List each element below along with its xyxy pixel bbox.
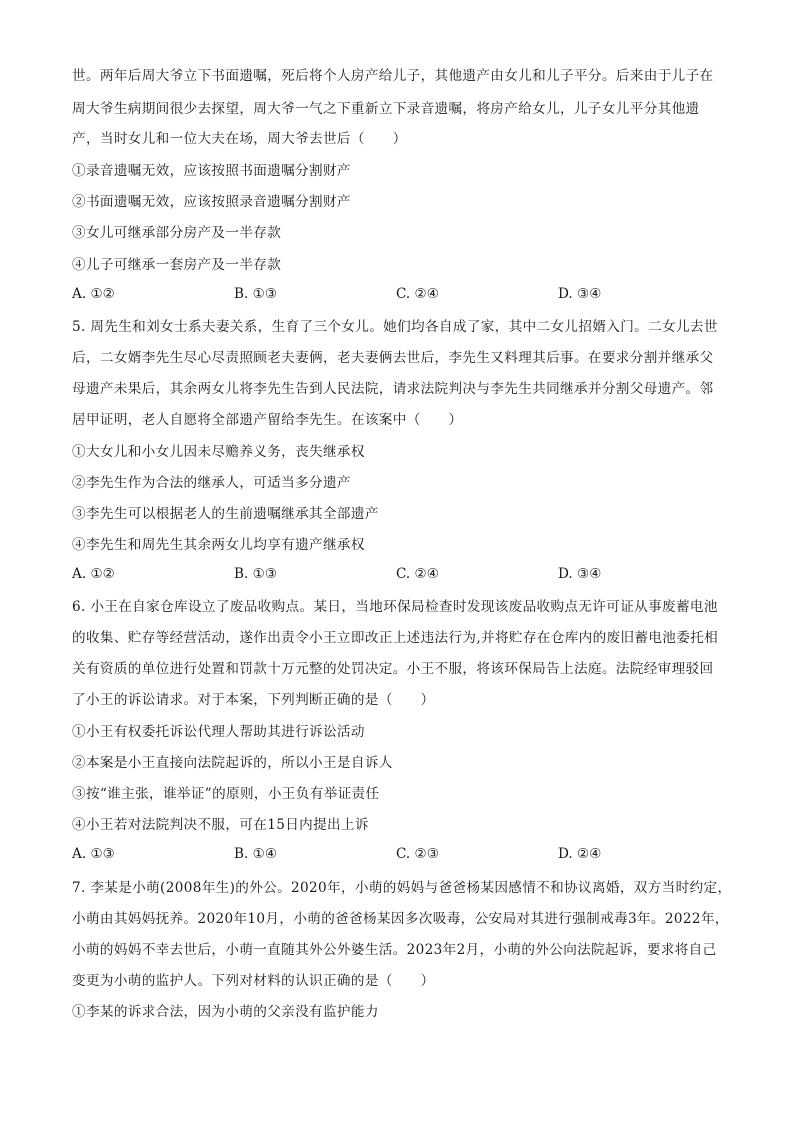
q4-stem-line: 世。两年后周大爷立下书面遗嘱，死后将个人房产给儿子，其他遗产由女儿和儿子平分。后来由于儿子在 [72, 68, 714, 84]
q6-stem-line: 的收集、贮存等经营活动，遂作出责令小王立即改正上述违法行为,并将贮存在仓库内的废旧蓄电池委托相 [72, 630, 719, 646]
q5-statement: ①大女儿和小女儿因未尽赡养义务，丧失继承权 [72, 444, 365, 460]
q6-statement: ①小王有权委托诉讼代理人帮助其进行诉讼活动 [72, 724, 365, 740]
q7-stem-line: 7. 李某是小萌(2008年生)的外公。2020年，小萌的妈妈与爸爸杨某因感情不和协议离婚，双方当时约定， [72, 880, 732, 896]
option-c: C. ②④ [396, 286, 439, 302]
q6-options [72, 846, 712, 866]
option-d: D. ②④ [558, 846, 602, 862]
q5-statement: ④李先生和周先生其余两女儿均享有遗产继承权 [72, 537, 365, 553]
q4-statement: ④儿子可继承一套房产及一半存款 [72, 257, 282, 273]
q4-statement: ③女儿可继承部分房产及一半存款 [72, 225, 282, 241]
q5-statement: ③李先生可以根据老人的生前遗嘱继承其全部遗产 [72, 506, 379, 522]
option-c: C. ②③ [396, 846, 439, 862]
option-c: C. ②④ [396, 566, 439, 582]
q7-stem-line: 小萌由其妈妈抚养。2020年10月，小萌的爸爸杨某因多次吸毒，公安局对其进行强制戒毒3年。2022年， [72, 911, 729, 927]
option-b: B. ①③ [234, 566, 278, 582]
q4-stem-line: 周大爷生病期间很少去探望，周大爷一气之下重新立下录音遗嘱，将房产给女儿，儿子女儿平分其他遗 [72, 101, 700, 117]
q5-stem-line: 后，二女婿李先生尽心尽责照顾老夫妻俩，老夫妻俩去世后，李先生又料理其后事。在要求分割并继承父 [72, 350, 714, 366]
q6-statement: ③按“谁主张，谁举证”的原则，小王负有举证责任 [72, 786, 380, 802]
q4-statement: ①录音遗嘱无效，应该按照书面遗嘱分割财产 [72, 163, 351, 179]
option-b: B. ①④ [234, 846, 278, 862]
q4-options [72, 286, 712, 306]
option-a: A. ①② [72, 286, 115, 302]
q5-stem-line: 居甲证明，老人自愿将全部遗产留给李先生。在该案中（ ） [72, 412, 463, 428]
q6-statement: ④小王若对法院判决不服，可在15日内提出上诉 [72, 817, 369, 833]
q7-stem-line: 小萌的妈妈不幸去世后，小萌一直随其外公外婆生活。2023年2月，小萌的外公向法院起诉，要求将自己 [72, 942, 717, 958]
q5-options [72, 566, 712, 586]
q6-statement: ②本案是小王直接向法院起诉的，所以小王是自诉人 [72, 755, 393, 771]
q5-stem-line: 母遗产未果后，其余两女儿将李先生告到人民法院，请求法院判决与李先生共同继承并分割父母遗产。邻 [72, 381, 714, 397]
q4-stem-line: 产，当时女儿和一位大夫在场，周大爷去世后（ ） [72, 131, 407, 147]
q5-stem-line: 5. 周先生和刘女士系夫妻关系，生育了三个女儿。她们均各自成了家，其中二女儿招婿入门。二女儿去世 [72, 319, 718, 335]
option-a: A. ①② [72, 566, 115, 582]
option-d: D. ③④ [558, 566, 602, 582]
option-a: A. ①③ [72, 846, 115, 862]
q7-stem-line: 变更为小萌的监护人。下列对材料的认识正确的是（ ） [72, 973, 435, 989]
option-b: B. ①③ [234, 286, 278, 302]
q6-stem-line: 6. 小王在自家仓库设立了废品收购点。某日，当地环保局检查时发现该废品收购点无许可证从事废蓄电池 [72, 599, 718, 615]
q6-stem-line: 了小王的诉讼请求。对于本案，下列判断正确的是（ ） [72, 692, 435, 708]
q4-statement: ②书面遗嘱无效，应该按照录音遗嘱分割财产 [72, 194, 351, 210]
option-d: D. ③④ [558, 286, 602, 302]
q6-stem-line: 关有资质的单位进行处置和罚款十万元整的处罚决定。小王不服，将该环保局告上法庭。法院经审理驳回 [72, 661, 714, 677]
q7-statement: ①李某的诉求合法，因为小萌的父亲没有监护能力 [72, 1004, 379, 1020]
q5-statement: ②李先生作为合法的继承人，可适当多分遗产 [72, 475, 351, 491]
